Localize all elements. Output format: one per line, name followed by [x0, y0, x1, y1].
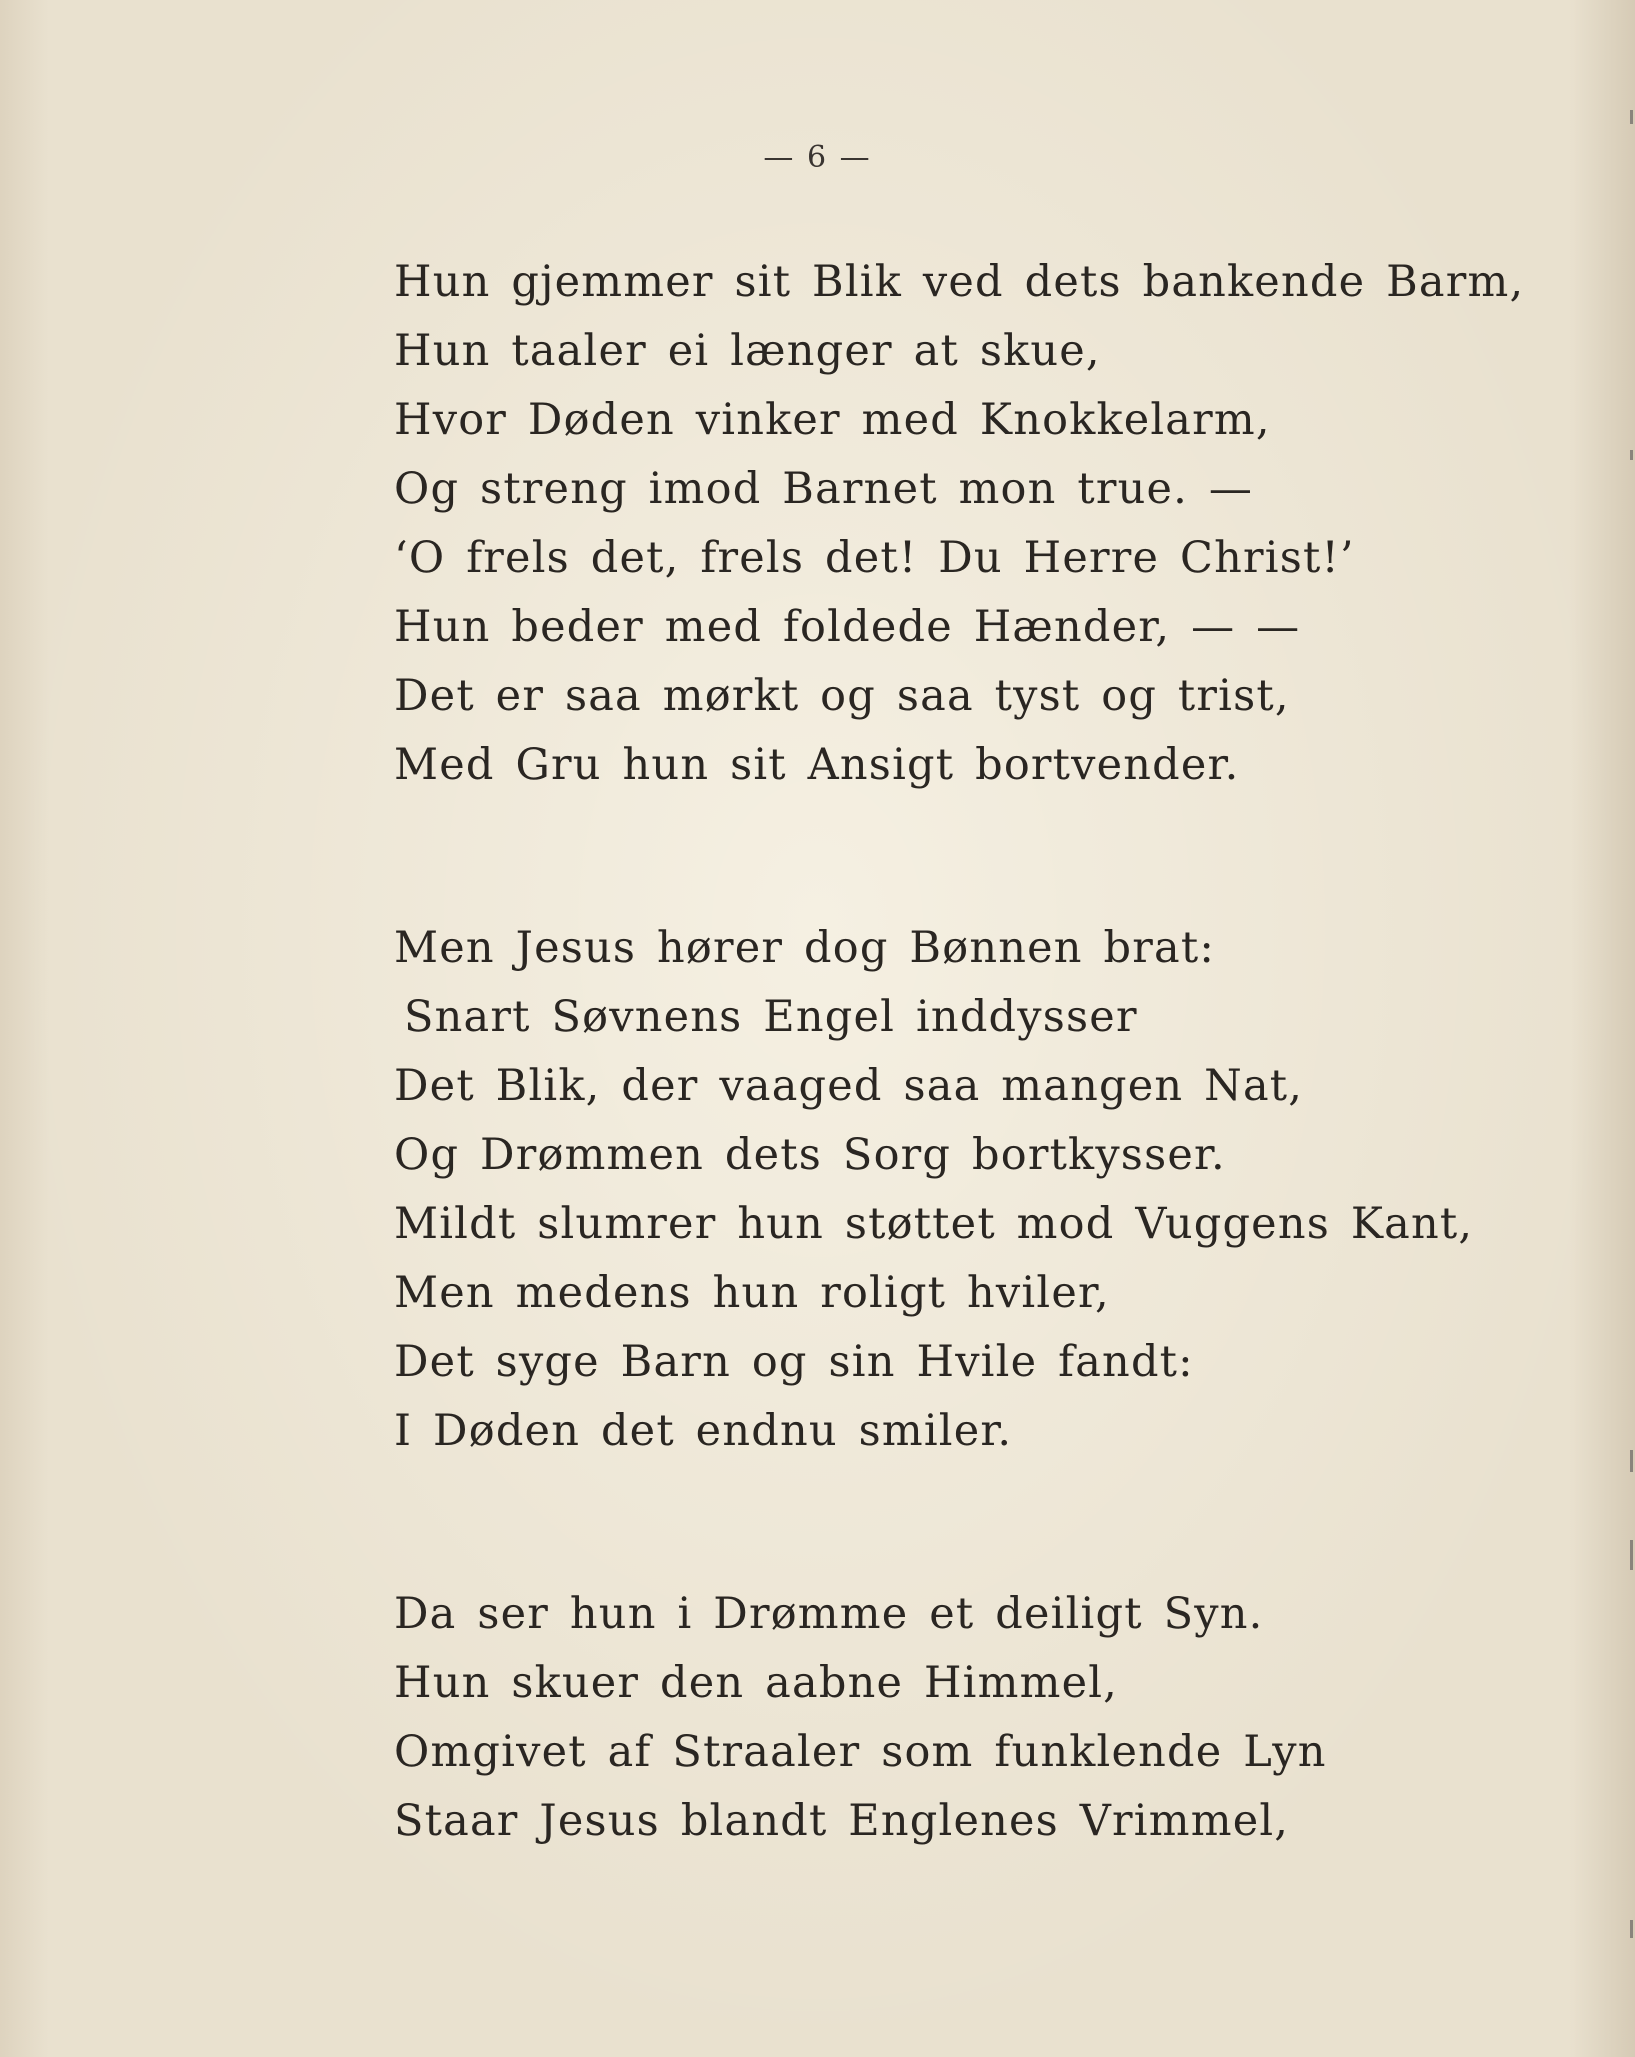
poem-line: Med Gru hun sit Ansigt bortvender.: [394, 740, 1240, 790]
poem-line: Hun gjemmer sit Blik ved dets bankende Barm,: [394, 257, 1525, 307]
stanza-3: [394, 1580, 1444, 1856]
poem-line: Og streng imod Barnet mon true. —: [394, 464, 1254, 514]
poem-line: Hvor Døden vinker med Knokkelarm,: [394, 395, 1271, 445]
poem-line: Hun beder med foldede Hænder, — —: [394, 602, 1301, 652]
poem-line: Staar Jesus blandt Englenes Vrimmel,: [394, 1796, 1290, 1846]
poem-line: Og Drømmen dets Sorg bortkysser.: [394, 1130, 1226, 1180]
poem-line: Men medens hun roligt hviler,: [394, 1268, 1110, 1318]
page-number: — 6 —: [763, 140, 872, 175]
poem-line: Da ser hun i Drømme et deiligt Syn.: [394, 1589, 1264, 1639]
poem-line: Omgivet af Straaler som funklende Lyn: [394, 1727, 1327, 1777]
poem-line: ‘O frels det, frels det! Du Herre Christ!’: [394, 533, 1355, 583]
poem-line: Det er saa mørkt og saa tyst og trist,: [394, 671, 1290, 721]
poem-line: Det syge Barn og sin Hvile fandt:: [394, 1337, 1194, 1387]
poem-line: Det Blik, der vaaged saa mangen Nat,: [394, 1061, 1304, 1111]
poem-line: Mildt slumrer hun støttet mod Vuggens Kant,: [394, 1199, 1474, 1249]
page-edge-mark: [1630, 450, 1633, 460]
page-edge-mark: [1630, 1450, 1633, 1472]
poem: [394, 248, 1525, 1970]
page-edge-mark: [1630, 1540, 1633, 1570]
page-edge-mark: [1630, 1920, 1633, 1938]
poem-line: Hun taaler ei længer at skue,: [394, 326, 1101, 376]
stanza-1: [394, 248, 1525, 800]
stanza-2: [394, 914, 1474, 1466]
poem-line: Hun skuer den aabne Himmel,: [394, 1658, 1119, 1708]
poem-line: I Døden det endnu smiler.: [394, 1406, 1013, 1456]
poem-line: Men Jesus hører dog Bønnen brat:: [394, 923, 1216, 973]
page-edge-mark: [1630, 110, 1633, 124]
poem-line: Snart Søvnens Engel inddysser: [404, 992, 1138, 1042]
